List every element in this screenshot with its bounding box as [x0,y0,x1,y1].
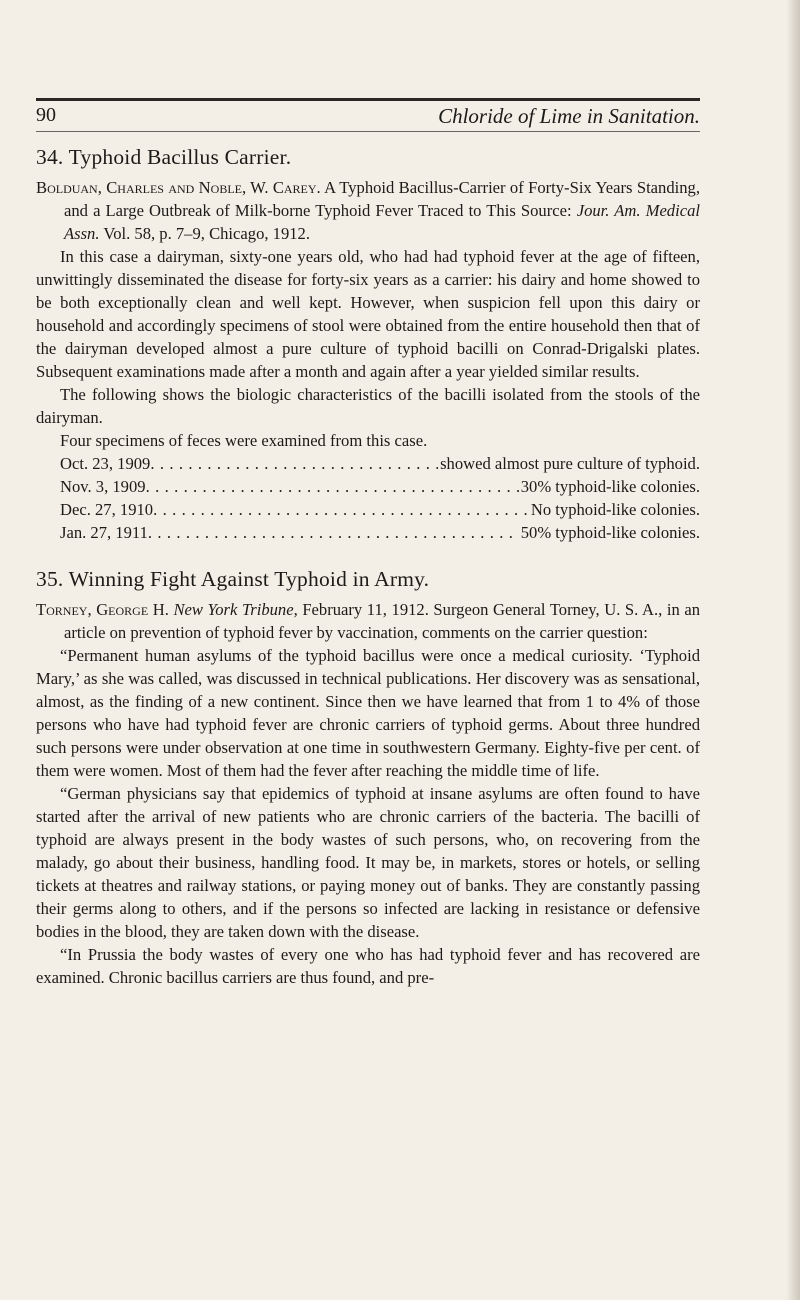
record-result: No typhoid-like colonies. [530,500,700,519]
citation-journal: Jour. Am. Medical Assn. [64,201,700,243]
top-rule [36,98,700,101]
citation-title: A Typhoid Bacillus-Carrier of Forty-Six Years Standing, and a Large Outbreak of Milk-borne Typhoid Fever Traced to This Source: [64,178,700,220]
page-header [36,104,700,134]
paragraph: “In Prussia the body wastes of every one who has had typhoid fever and has recovered are examined. Chronic bacillus carriers are thus found, and pre- [36,945,700,987]
paragraph: “German physicians say that epidemics of typhoid at insane asylums are often found to have started after the arrival of new patients who are chronic carriers of the bacteria. The bacilli of typhoid are always present in the body wastes of such persons, who, on recovering from the malady, go about their business, handling food. It may be, in markets, stores or hotels, or selling tickets at theatres and railway stations, or paying money out of banks. They are constantly passing their germs along to others, and if the persons so infected are lacking in resistance or defensive bodies in the blood, they are taken down with the disease. [36,784,700,941]
section-34-title: 34. Typhoid Bacillus Carrier. [36,145,292,169]
dot-leader [150,452,438,475]
record-result: showed almost pure culture of typhoid. [440,454,700,473]
specimen-record [60,452,700,475]
specimen-record [60,498,700,521]
paragraph: “Permanent human asylums of the typhoid bacillus were once a medical curiosity. ‘Typhoid Mary,’ as she was called, was discussed in technical publications. Her discovery was as sensational, almost, as the finding of a new continent. Since then we have learned that from 1 to 4% of those persons who have had typhoid fever are chronic carriers of typhoid germs. About three hundred such persons were under observation at one time in southwestern Germany. Eighty-five per cent. of them were women. Most of them had the fever after reaching the middle time of life. [36,646,700,780]
page-edge-shadow [786,0,800,1300]
dot-leader [146,475,519,498]
record-date: Dec. 27, 1910 [60,500,154,519]
record-result: 50% typhoid-like colonies. [520,523,700,542]
running-title: Chloride of Lime in Sanitation. [438,104,700,128]
specimen-records [60,452,700,544]
section-35-title: 35. Winning Fight Against Typhoid in Army. [36,567,430,591]
paragraph: The following shows the biologic characteristics of the bacilli isolated from the stools of the dairyman. [36,385,700,427]
record-date: Jan. 27, 1911 [60,523,148,542]
header-rule [36,131,700,132]
page-number: 90 [36,104,56,126]
specimen-record [60,475,700,498]
paragraph: In this case a dairyman, sixty-one years old, who had had typhoid fever at the age of fifteen, unwittingly disseminated the disease for forty-six years as a carrier: his dairy and home showed to be both exceptionally clean and well kept. However, when suspicion fell upon this dairy or household and accordingly specimens of stool were obtained from the entire household then that of the dairyman developed almost a pure culture of typhoid bacilli on Conrad-Drigalski plates. Subsequent examinations made after a month and again after a year yielded similar results. [36,247,700,381]
citation-details: Vol. 58, p. 7–9, Chicago, 1912. [99,224,310,243]
record-date: Oct. 23, 1909 [60,454,151,473]
section-35-citation [36,598,700,644]
citation-authors: Bolduan, Charles and Noble, W. Carey. [36,178,321,197]
specimen-record [60,521,700,544]
record-date: Nov. 3, 1909 [60,477,146,496]
dot-leader [148,521,519,544]
section-34-citation [36,176,700,245]
citation-details: February 11, 1912. Surgeon General Torney, U. S. A., in an article on prevention of typhoid fever by vaccination, comments on the carrier question: [64,600,700,642]
page-content [36,142,700,989]
record-result: 30% typhoid-like colonies. [520,477,700,496]
dot-leader [153,498,529,521]
citation-journal: New York Tribune, [168,600,298,619]
paragraph: Four specimens of feces were examined from this case. [60,431,428,450]
citation-authors: Torney, George H. [36,600,169,619]
